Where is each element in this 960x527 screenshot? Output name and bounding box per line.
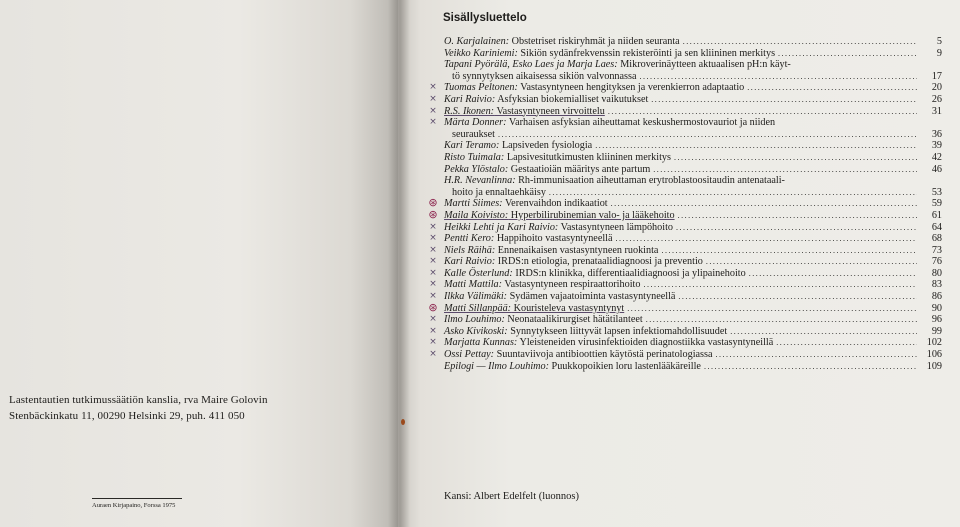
toc-author: Marjatta Kunnas: [444, 337, 518, 349]
toc-author: O. Karjalainen: [444, 36, 510, 47]
dot-leader [676, 222, 917, 234]
foundation-address [9, 392, 309, 424]
toc-line [444, 152, 942, 164]
toc-title: Obstetriset riskiryhmät ja niiden seuranta [509, 36, 680, 47]
toc-title: Neonataalikirurgiset hätätilanteet [504, 314, 643, 326]
x-mark-icon: × [429, 291, 437, 302]
toc-title: hoito ja ennaltaehkäisy [452, 186, 546, 198]
circled-x-mark-icon: ⊛ [428, 196, 438, 210]
dot-leader [643, 279, 917, 291]
toc-title: Happihoito vastasyntyneellä [494, 233, 613, 245]
toc-entry [444, 175, 942, 198]
toc-author: Matti Sillanpää: [444, 302, 512, 314]
toc-title: Sikiön sydänfrekvenssin rekisteröinti ja sen kliininen merkitys [517, 47, 776, 59]
toc-entry [428, 207, 942, 222]
dot-leader [651, 94, 917, 106]
toc-line [444, 314, 942, 326]
toc-author: Maila Koivisto: [444, 209, 509, 221]
toc-page-number: 90 [931, 302, 942, 314]
toc-entry [429, 337, 942, 349]
dot-leader [549, 187, 917, 199]
toc-page-number: 99 [931, 325, 942, 337]
toc-page-number: 68 [931, 233, 942, 245]
dot-leader [749, 268, 917, 280]
paper-stain [401, 419, 405, 425]
dot-leader [611, 198, 917, 210]
dot-leader [730, 326, 917, 338]
toc-heading: Sisällysluettelo [443, 12, 527, 24]
x-mark-icon: × [429, 233, 437, 244]
toc-entry [444, 48, 942, 60]
toc-page-number: 53 [931, 186, 942, 198]
toc-entry [429, 349, 942, 361]
toc-line [444, 337, 942, 349]
toc-page-number: 59 [931, 198, 942, 210]
toc-title: seuraukset [452, 128, 495, 140]
x-mark-icon: × [429, 93, 437, 104]
toc-page-number: 31 [931, 105, 942, 117]
toc-page-number: 5 [936, 36, 942, 47]
toc-line [444, 106, 942, 118]
dot-leader [704, 361, 917, 373]
toc-author: Märta Donner: [444, 117, 507, 129]
address-line-2: Stenbäckinkatu 11, 00290 Helsinki 29, puh. 411 050 [9, 410, 245, 422]
x-mark-icon: × [429, 314, 437, 325]
toc-entry [429, 233, 942, 245]
dot-leader [646, 314, 917, 326]
printer-divider [92, 498, 182, 499]
toc-author: Pekka Ylöstalo: [444, 163, 509, 175]
toc-page-number: 39 [931, 140, 942, 152]
toc-author: Veikko Kariniemi: [444, 47, 518, 59]
dot-leader [778, 48, 917, 60]
toc-entry [429, 105, 942, 118]
toc-title: Verenvaihdon indikaatiot [502, 198, 608, 210]
toc-page-number: 64 [931, 221, 942, 233]
toc-line [444, 129, 942, 141]
x-mark-icon: × [429, 221, 437, 232]
toc-page-number: 42 [931, 151, 942, 163]
toc-title: Asfyksian biokemialliset vaikutukset [495, 93, 649, 105]
toc-author: Heikki Lehti ja Kari Raivio: [444, 221, 559, 233]
circled-x-mark-icon: ⊛ [428, 300, 438, 314]
toc-entry [429, 267, 942, 280]
toc-title: Varhaisen asfyksian aiheuttamat keskushermostovauriot ja niiden [506, 117, 776, 129]
toc-title: IRDS:n klinikka, differentiaalidiagnoosi ja ylipainehoito [512, 267, 746, 279]
toc-line [444, 291, 942, 303]
dot-leader [616, 233, 917, 245]
toc-page-number: 102 [926, 337, 942, 349]
toc-author: Ilkka Välimäki: [444, 291, 508, 303]
toc-page-number: 109 [926, 360, 942, 372]
circled-x-mark-icon: ⊛ [428, 207, 438, 221]
x-mark-icon: × [429, 349, 437, 360]
toc-line [444, 94, 942, 106]
toc-title: Vastasyntyneen virvoittelu [494, 105, 605, 117]
toc-entry [429, 291, 942, 303]
toc-entry [429, 325, 942, 338]
toc-line [444, 59, 942, 71]
left-page [0, 0, 398, 527]
toc-page-number: 73 [931, 244, 942, 256]
toc-entry [429, 93, 942, 106]
toc-page-number: 46 [931, 163, 942, 175]
toc-page-number: 26 [931, 93, 942, 105]
toc-author: Matti Mattila: [444, 279, 503, 291]
toc-entry [428, 196, 942, 210]
toc-title: Sydämen vajaatoiminta vastasyntyneellä [507, 291, 676, 303]
book-gutter [388, 0, 410, 527]
cover-credit: Kansi: Albert Edelfelt (luonnos) [444, 491, 580, 502]
toc-title: Lapsiveden fysiologia [499, 140, 593, 152]
dot-leader [678, 210, 917, 222]
toc-entry [444, 152, 942, 164]
x-mark-icon: × [429, 244, 437, 255]
dot-leader [776, 337, 917, 349]
dot-leader [747, 82, 917, 94]
toc-line [444, 233, 942, 245]
toc-line [444, 48, 942, 60]
toc-line [444, 326, 942, 338]
x-mark-icon: × [429, 337, 437, 348]
toc-title: Ennenaikaisen vastasyntyneen ruokinta [495, 244, 659, 256]
toc-entry [444, 140, 942, 152]
toc-entry [429, 256, 942, 268]
toc-entry [444, 361, 942, 373]
toc-page-number: 36 [931, 128, 942, 140]
toc-title: Vastasyntyneen lämpöhoito [558, 221, 673, 233]
toc-author: Niels Räihä: [444, 244, 496, 256]
toc-title: Vastasyntyneen hengityksen ja verenkierron adaptaatio [517, 82, 745, 94]
toc-title: IRDS:n etiologia, prenataalidiagnoosi ja preventio [495, 256, 703, 268]
toc-title: Puukkopoikien loru lastenlääkäreille [549, 360, 701, 372]
toc-entry [429, 82, 942, 94]
toc-line [444, 117, 942, 129]
toc-line [444, 164, 942, 176]
toc-page-number: 76 [931, 256, 942, 268]
table-of-contents [428, 36, 942, 372]
toc-page-number: 83 [931, 279, 942, 291]
toc-line [444, 256, 942, 268]
toc-entry [444, 164, 942, 176]
toc-page-number: 106 [926, 349, 942, 361]
toc-author: Ossi Pettay: [444, 349, 495, 361]
toc-line [444, 349, 942, 361]
dot-leader [683, 36, 917, 48]
toc-line [444, 245, 942, 257]
toc-title: Rh-immunisaation aiheuttaman erytroblastoositaudin antenataali- [515, 175, 785, 187]
toc-entry [429, 244, 942, 257]
toc-page-number: 20 [931, 82, 942, 94]
toc-line [444, 175, 942, 187]
toc-line [444, 303, 942, 315]
toc-title: Kouristeleva vastasyntynyt [511, 302, 625, 314]
toc-author: Kari Raivio: [444, 256, 496, 268]
dot-leader [639, 71, 917, 83]
toc-title: Synnytykseen liittyvät lapsen infektiomahdollisuudet [507, 325, 728, 337]
toc-page-number: 96 [931, 314, 942, 326]
toc-entry [444, 59, 942, 82]
toc-author: Kalle Österlund: [444, 267, 513, 279]
dot-leader [706, 256, 917, 268]
dot-leader [674, 152, 917, 164]
dot-leader [595, 140, 917, 152]
toc-author: Ilmo Louhimo: [444, 314, 505, 326]
toc-title: Gestaatioiän määritys ante partum [508, 163, 651, 175]
toc-line [444, 279, 942, 291]
toc-title: Lapsivesitutkimusten kliininen merkitys [504, 151, 671, 163]
toc-entry [429, 279, 942, 291]
dot-leader [608, 106, 917, 118]
toc-author: Tuomas Peltonen: [444, 82, 518, 94]
toc-title: Hyperbilirubinemian valo- ja lääkehoito [508, 209, 675, 221]
toc-author: Martti Siimes: [444, 198, 503, 210]
toc-title: tö synnytyksen aikaisessa sikiön valvonnassa [452, 70, 637, 82]
toc-author: Asko Kivikoski: [444, 325, 508, 337]
toc-line [444, 198, 942, 210]
x-mark-icon: × [429, 117, 437, 128]
toc-author: Kari Raivio: [444, 93, 496, 105]
toc-author: Risto Tuimala: [444, 151, 505, 163]
toc-title: Vastasyntyneen respiraattorihoito [502, 279, 641, 291]
toc-title: Suuntaviivoja antibioottien käytöstä perinatologiassa [494, 349, 713, 361]
dot-leader [498, 129, 917, 141]
x-mark-icon: × [429, 82, 437, 93]
toc-entry [444, 36, 942, 48]
toc-page-number: 80 [931, 267, 942, 279]
dot-leader [661, 245, 917, 257]
toc-line [444, 210, 942, 222]
toc-author: Tapani Pyörälä, Esko Laes ja Marja Laes: [444, 59, 618, 71]
toc-line [444, 268, 942, 280]
toc-line [444, 222, 942, 234]
toc-page-number: 86 [931, 291, 942, 303]
toc-line [444, 187, 942, 199]
x-mark-icon: × [429, 256, 437, 267]
dot-leader [653, 164, 917, 176]
toc-page-number: 61 [931, 209, 942, 221]
dot-leader [678, 291, 917, 303]
x-mark-icon: × [429, 279, 437, 290]
toc-page-number: 17 [931, 70, 942, 82]
toc-line [444, 361, 942, 373]
toc-line [444, 140, 942, 152]
toc-author: Pentti Kero: [444, 233, 495, 245]
toc-line [444, 71, 942, 83]
toc-entry [429, 117, 942, 140]
toc-page-number: 9 [936, 47, 942, 59]
toc-title: Mikroverinäytteen aktuaalisen pH:n käyt- [617, 59, 791, 71]
x-mark-icon: × [429, 267, 437, 278]
dot-leader [716, 349, 917, 361]
toc-entry [429, 314, 942, 326]
toc-entry [428, 300, 942, 315]
toc-author: R.S. Ikonen: [444, 105, 495, 117]
dot-leader [627, 303, 917, 315]
address-line-1: Lastentautien tutkimussäätiön kanslia, rva Maire Golovin [9, 394, 268, 406]
toc-title: Yleisteneiden virusinfektioiden diagnostiikka vastasyntyneillä [517, 337, 774, 349]
toc-author: H.R. Nevanlinna: [444, 175, 516, 187]
toc-line [444, 36, 942, 48]
printer-credit: Auraen Kirjapaino, Forssa 1975 [92, 502, 176, 509]
toc-author: Kari Teramo: [444, 140, 500, 152]
toc-line [444, 82, 942, 94]
x-mark-icon: × [429, 325, 437, 336]
toc-entry [429, 221, 942, 234]
x-mark-icon: × [429, 105, 437, 116]
toc-author: Epilogi — Ilmo Louhimo: [444, 360, 549, 372]
